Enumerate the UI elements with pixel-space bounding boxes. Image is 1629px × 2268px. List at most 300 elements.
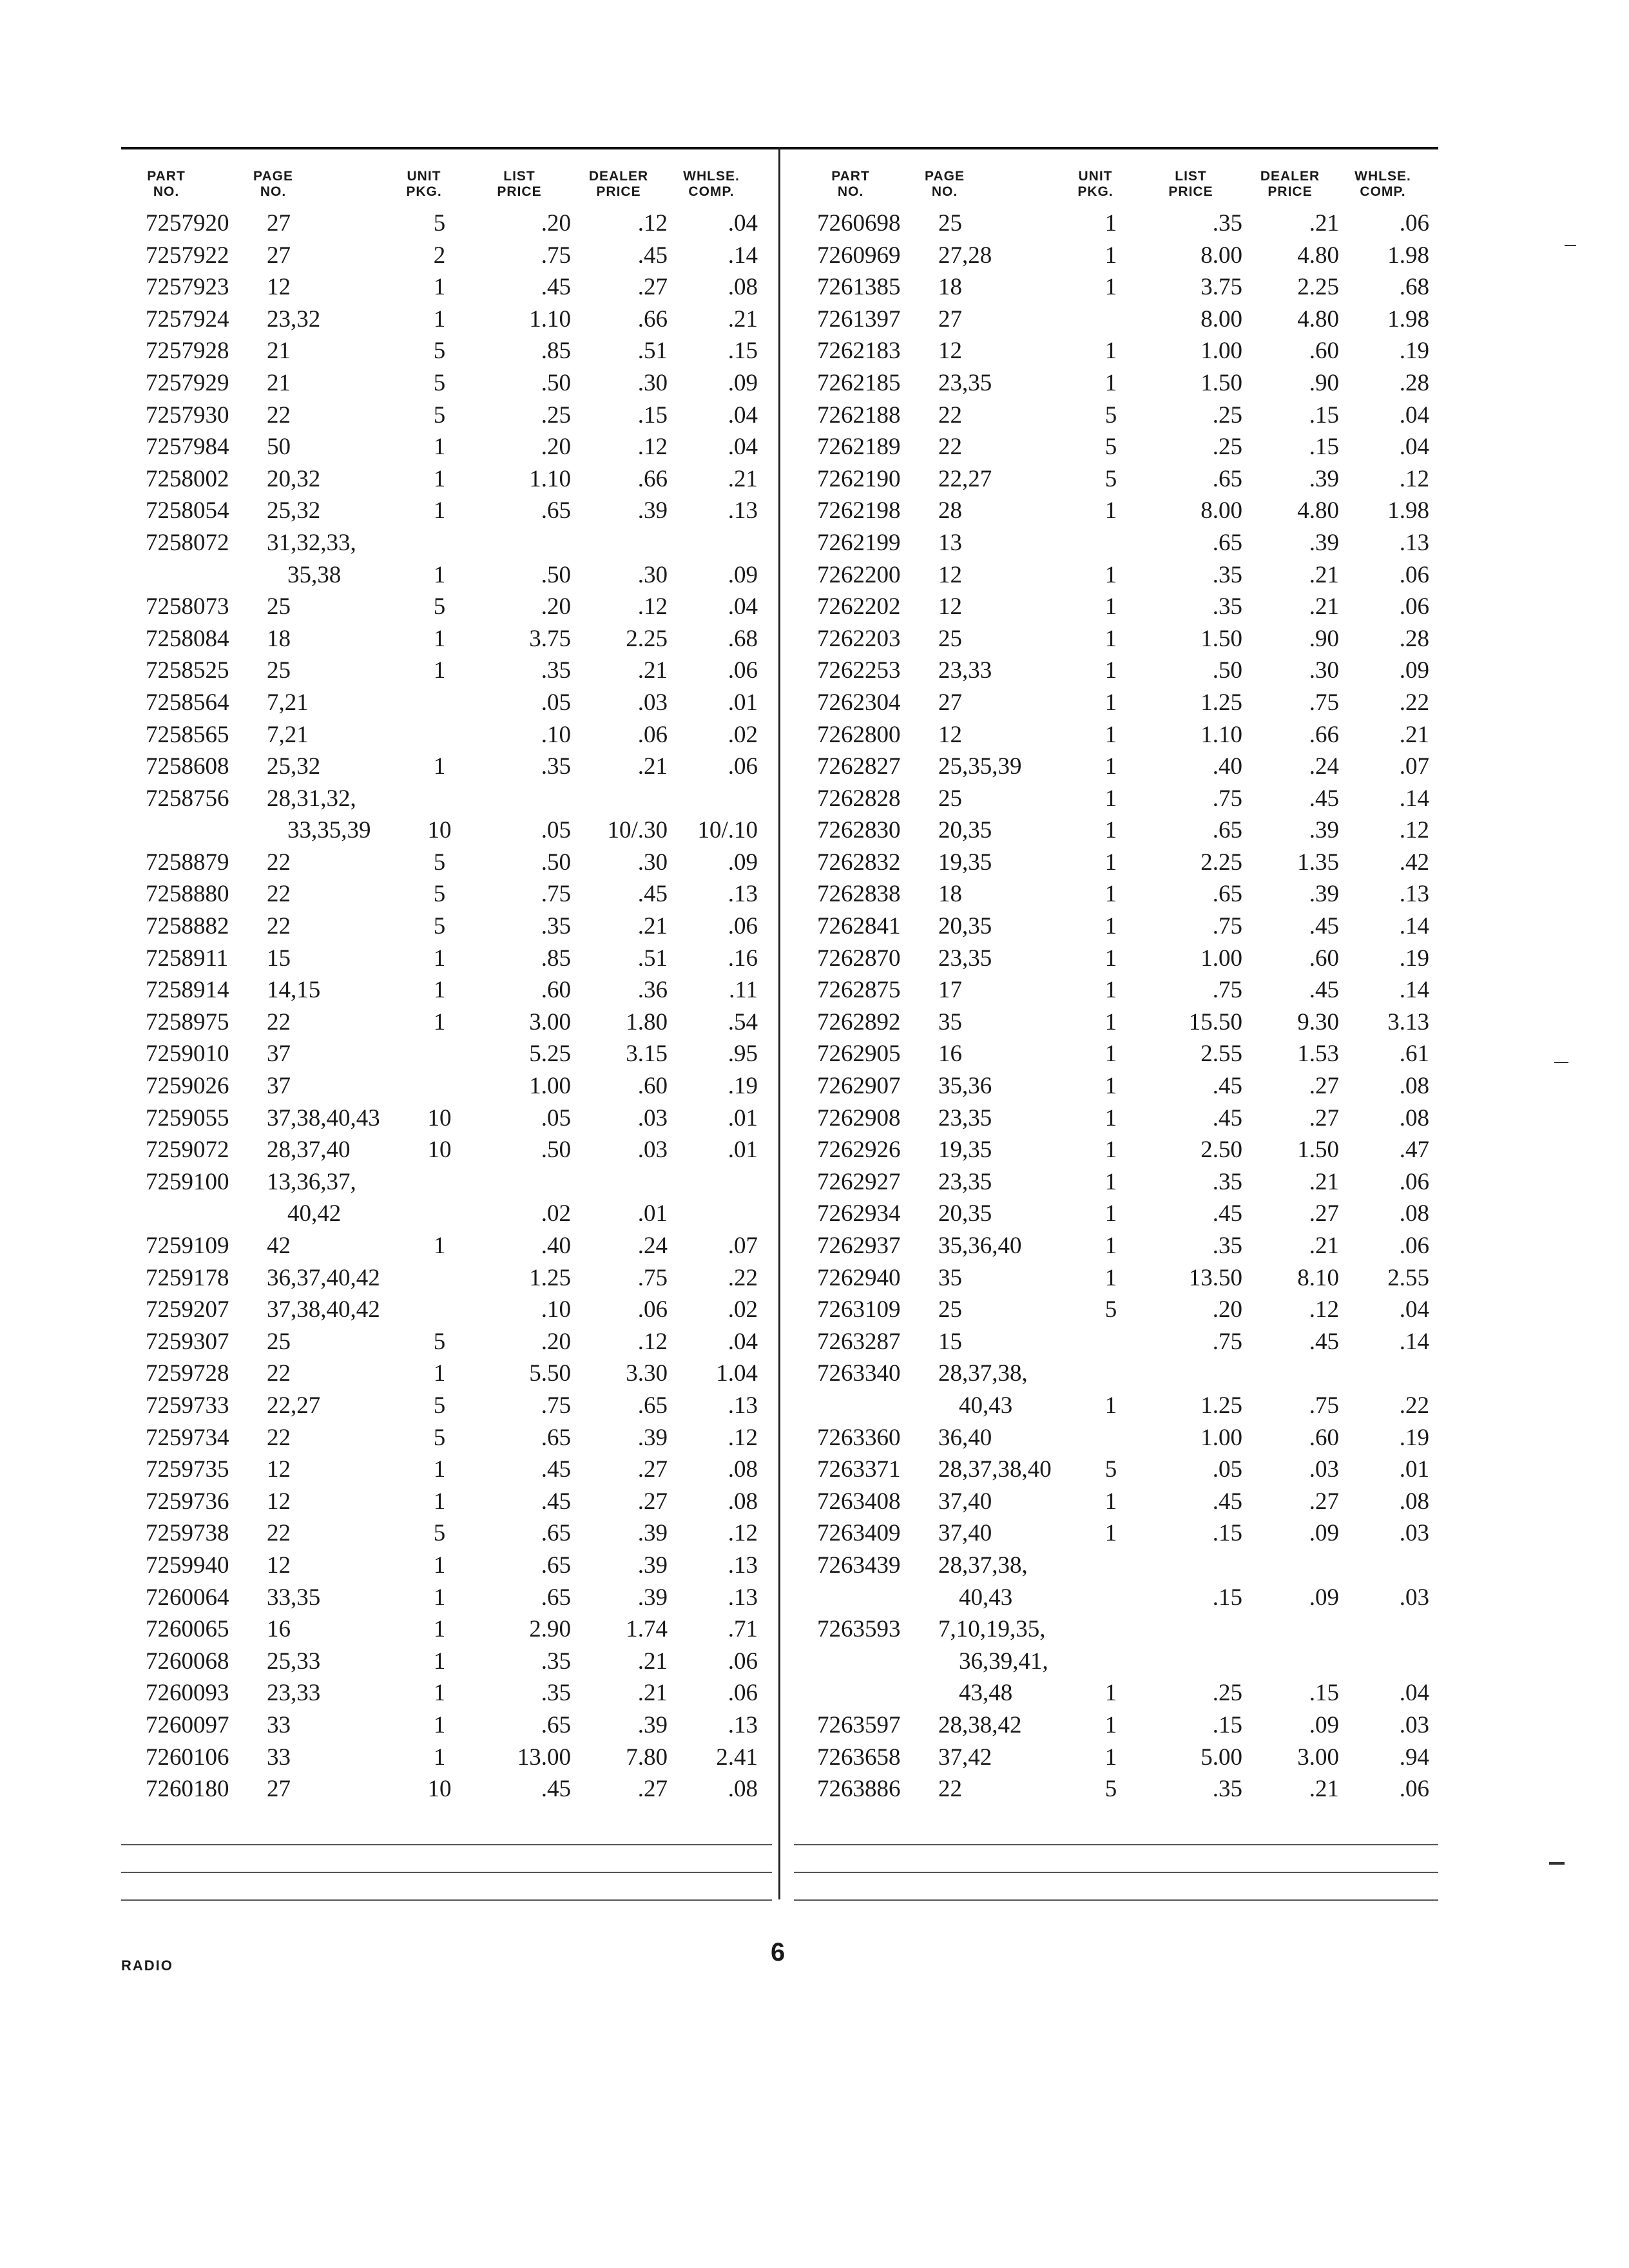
table-row bbox=[126, 623, 771, 655]
list-price: 13.00 bbox=[517, 1744, 571, 1771]
page-numbers: 28,37,38, bbox=[938, 1552, 1028, 1579]
page-numbers: 17 bbox=[938, 977, 962, 1004]
part-number: 7262841 bbox=[817, 913, 901, 940]
unit-package: 1 bbox=[1104, 753, 1117, 780]
list-price: .25 bbox=[1212, 434, 1242, 461]
table-row bbox=[126, 1230, 771, 1262]
list-price: .35 bbox=[541, 913, 571, 940]
table-row bbox=[798, 1326, 1442, 1358]
table-row bbox=[798, 207, 1442, 240]
wholesale-comp: .04 bbox=[728, 401, 758, 428]
unit-package: 1 bbox=[433, 1648, 446, 1675]
dealer-price: 3.00 bbox=[1297, 1744, 1339, 1771]
header-page-no: PAGE NO. bbox=[925, 169, 965, 199]
table-row bbox=[798, 1262, 1442, 1294]
page-numbers: 37,42 bbox=[938, 1744, 992, 1771]
unit-package: 1 bbox=[433, 274, 446, 301]
page-numbers: 25 bbox=[938, 1296, 962, 1323]
page-numbers: 31,32,33, bbox=[267, 529, 356, 556]
dealer-price: .21 bbox=[1309, 1776, 1339, 1803]
page-numbers: 36,37,40,42 bbox=[267, 1264, 380, 1291]
wholesale-comp: .21 bbox=[1399, 721, 1429, 748]
wholesale-comp: .21 bbox=[728, 465, 758, 492]
list-price: .45 bbox=[541, 1776, 571, 1803]
wholesale-comp: .71 bbox=[728, 1616, 758, 1643]
wholesale-comp: 2.55 bbox=[1387, 1264, 1429, 1291]
page-numbers: 16 bbox=[938, 1041, 962, 1068]
unit-package: 1 bbox=[1104, 977, 1117, 1004]
dealer-price: 9.30 bbox=[1297, 1008, 1339, 1035]
unit-package: 5 bbox=[1104, 465, 1117, 492]
wholesale-comp: .13 bbox=[728, 497, 758, 524]
dealer-price: .12 bbox=[637, 593, 668, 620]
list-price: .35 bbox=[1212, 593, 1242, 620]
table-row bbox=[798, 1102, 1442, 1135]
list-price: .75 bbox=[1212, 913, 1242, 940]
table-row bbox=[126, 943, 771, 975]
list-price: 1.00 bbox=[1200, 338, 1242, 365]
unit-package: 10 bbox=[427, 1104, 452, 1131]
wholesale-comp: .94 bbox=[1399, 1744, 1429, 1771]
dealer-price: .27 bbox=[1309, 1200, 1339, 1227]
dealer-price: 1.35 bbox=[1297, 849, 1339, 876]
dealer-price: .15 bbox=[1309, 1680, 1339, 1707]
dealer-price: .27 bbox=[1309, 1073, 1339, 1100]
table-row bbox=[798, 687, 1442, 719]
unit-package: 1 bbox=[1104, 338, 1117, 365]
part-number: 7258882 bbox=[146, 913, 229, 940]
wholesale-comp: .08 bbox=[728, 1776, 758, 1803]
wholesale-comp: .03 bbox=[1399, 1711, 1429, 1738]
list-price: .75 bbox=[1212, 977, 1242, 1004]
page-numbers: 12 bbox=[938, 721, 962, 748]
part-number: 7258911 bbox=[146, 945, 229, 972]
part-number: 7262199 bbox=[817, 529, 901, 556]
list-price: .05 bbox=[541, 689, 571, 716]
wholesale-comp: .03 bbox=[1399, 1520, 1429, 1547]
part-number: 7263409 bbox=[817, 1520, 901, 1547]
table-row bbox=[798, 655, 1442, 687]
list-price: .15 bbox=[1212, 1520, 1242, 1547]
table-row bbox=[798, 1582, 1442, 1614]
wholesale-comp: .04 bbox=[1399, 401, 1429, 428]
dealer-price: .21 bbox=[637, 753, 668, 780]
page-numbers: 27 bbox=[267, 210, 291, 236]
scan-mark bbox=[1565, 245, 1576, 246]
unit-package: 1 bbox=[1104, 1680, 1117, 1707]
part-number: 7259738 bbox=[146, 1520, 229, 1547]
table-row bbox=[798, 1773, 1442, 1805]
wholesale-comp: .09 bbox=[728, 561, 758, 588]
part-number: 7260097 bbox=[146, 1711, 229, 1738]
dealer-price: .45 bbox=[1309, 977, 1339, 1004]
part-number: 7263408 bbox=[817, 1488, 901, 1515]
table-row bbox=[126, 399, 771, 432]
part-number: 7259178 bbox=[146, 1264, 229, 1291]
table-row bbox=[126, 1198, 771, 1230]
list-price: .35 bbox=[1212, 561, 1242, 588]
unit-package: 1 bbox=[1104, 1104, 1117, 1131]
dealer-price: .21 bbox=[1309, 593, 1339, 620]
unit-package: 1 bbox=[1104, 242, 1117, 269]
table-row bbox=[798, 335, 1442, 367]
table-row bbox=[798, 1422, 1442, 1454]
dealer-price: .03 bbox=[637, 689, 668, 716]
wholesale-comp: .06 bbox=[728, 1648, 758, 1675]
list-price: 5.50 bbox=[529, 1360, 571, 1387]
list-price: 1.50 bbox=[1200, 625, 1242, 652]
dealer-price: .39 bbox=[1309, 817, 1339, 844]
list-price: 1.00 bbox=[1200, 1424, 1242, 1451]
unit-package: 1 bbox=[1104, 881, 1117, 908]
dealer-price: 1.80 bbox=[626, 1008, 668, 1035]
part-number: 7260093 bbox=[146, 1680, 229, 1707]
page-numbers: 22 bbox=[267, 913, 291, 940]
right-table-header bbox=[798, 149, 1442, 201]
list-price: .65 bbox=[1212, 817, 1242, 844]
list-price: .20 bbox=[1212, 1296, 1242, 1323]
list-price: 1.25 bbox=[529, 1264, 571, 1291]
unit-package: 5 bbox=[433, 849, 446, 876]
page-numbers: 37 bbox=[267, 1041, 291, 1068]
page-numbers: 33,35 bbox=[267, 1584, 321, 1611]
page-numbers: 22 bbox=[267, 1360, 291, 1387]
wholesale-comp: .12 bbox=[728, 1424, 758, 1451]
table-row bbox=[126, 1517, 771, 1550]
unit-package: 5 bbox=[433, 369, 446, 396]
part-number: 7263658 bbox=[817, 1744, 901, 1771]
page-numbers: 50 bbox=[267, 434, 291, 461]
page-numbers: 23,35 bbox=[938, 945, 992, 972]
dealer-price: .21 bbox=[1309, 561, 1339, 588]
unit-package: 1 bbox=[433, 625, 446, 652]
column-divider bbox=[778, 147, 780, 1899]
page-numbers: 35 bbox=[938, 1264, 962, 1291]
unit-package: 1 bbox=[1104, 1233, 1117, 1259]
dealer-price: .27 bbox=[637, 274, 668, 301]
page-numbers: 35 bbox=[938, 1008, 962, 1035]
wholesale-comp: .08 bbox=[1399, 1200, 1429, 1227]
wholesale-comp: .06 bbox=[728, 913, 758, 940]
page-numbers: 22 bbox=[938, 1776, 962, 1803]
unit-package: 1 bbox=[1104, 1041, 1117, 1068]
part-number: 7260969 bbox=[817, 242, 901, 269]
page-numbers: 28,38,42 bbox=[938, 1711, 1022, 1738]
table-row bbox=[798, 1070, 1442, 1102]
unit-package: 1 bbox=[433, 1744, 446, 1771]
left-table-header bbox=[126, 149, 771, 201]
wholesale-comp: .14 bbox=[728, 242, 758, 269]
list-price: .50 bbox=[541, 849, 571, 876]
part-number: 7259072 bbox=[146, 1137, 229, 1164]
list-price: .20 bbox=[541, 210, 571, 236]
dealer-price: .09 bbox=[1309, 1711, 1339, 1738]
table-row bbox=[798, 974, 1442, 1006]
table-row bbox=[126, 367, 771, 399]
unit-package: 1 bbox=[1104, 1168, 1117, 1195]
dealer-price: .12 bbox=[637, 1328, 668, 1355]
header-part-no: PART NO. bbox=[831, 169, 870, 199]
page-numbers: 22 bbox=[267, 1008, 291, 1035]
part-number: 7263886 bbox=[817, 1776, 901, 1803]
table-row bbox=[798, 878, 1442, 910]
page-numbers: 25,33 bbox=[267, 1648, 321, 1675]
page-numbers: 42 bbox=[267, 1233, 291, 1259]
dealer-price: .75 bbox=[637, 1264, 668, 1291]
list-price: .50 bbox=[541, 369, 571, 396]
page-numbers: 20,35 bbox=[938, 1200, 992, 1227]
table-row bbox=[126, 271, 771, 303]
list-price: .20 bbox=[541, 1328, 571, 1355]
list-price: 1.10 bbox=[529, 305, 571, 332]
unit-package: 1 bbox=[433, 1456, 446, 1483]
dealer-price: 7.80 bbox=[626, 1744, 668, 1771]
list-price: .45 bbox=[541, 1456, 571, 1483]
list-price: .35 bbox=[541, 753, 571, 780]
wholesale-comp: .14 bbox=[1399, 785, 1429, 812]
dealer-price: .01 bbox=[637, 1200, 668, 1227]
dealer-price: 4.80 bbox=[1297, 497, 1339, 524]
list-price: 13.50 bbox=[1188, 1264, 1242, 1291]
list-price: .75 bbox=[541, 242, 571, 269]
dealer-price: .24 bbox=[1309, 753, 1339, 780]
wholesale-comp: .08 bbox=[1399, 1104, 1429, 1131]
part-number: 7262832 bbox=[817, 849, 901, 876]
list-price: .65 bbox=[541, 497, 571, 524]
wholesale-comp: .08 bbox=[1399, 1488, 1429, 1515]
wholesale-comp: 1.98 bbox=[1387, 242, 1429, 269]
page-numbers: 27 bbox=[938, 689, 962, 716]
part-number: 7260180 bbox=[146, 1776, 229, 1803]
page-numbers: 12 bbox=[267, 1552, 291, 1579]
scan-mark bbox=[1549, 1862, 1565, 1865]
wholesale-comp: .06 bbox=[728, 753, 758, 780]
part-number: 7259010 bbox=[146, 1041, 229, 1068]
page-number: 6 bbox=[771, 1938, 786, 1966]
wholesale-comp: .06 bbox=[1399, 561, 1429, 588]
part-number: 7260064 bbox=[146, 1584, 229, 1611]
page-numbers: 36,40 bbox=[938, 1424, 992, 1451]
list-price: .65 bbox=[541, 1552, 571, 1579]
header-whlse-comp: WHLSE. COMP. bbox=[1354, 169, 1411, 199]
wholesale-comp: .28 bbox=[1399, 369, 1429, 396]
unit-package: 1 bbox=[1104, 817, 1117, 844]
part-number: 7262203 bbox=[817, 625, 901, 652]
wholesale-comp: .14 bbox=[1399, 913, 1429, 940]
unit-package: 1 bbox=[1104, 561, 1117, 588]
part-number: 7259026 bbox=[146, 1073, 229, 1100]
wholesale-comp: .19 bbox=[1399, 338, 1429, 365]
dealer-price: .27 bbox=[1309, 1488, 1339, 1515]
page-numbers: 22 bbox=[267, 401, 291, 428]
list-price: .45 bbox=[1212, 1073, 1242, 1100]
part-number: 7258002 bbox=[146, 465, 229, 492]
table-row bbox=[126, 878, 771, 910]
list-price: 3.00 bbox=[529, 1008, 571, 1035]
table-row bbox=[126, 814, 771, 847]
dealer-price: .39 bbox=[637, 1711, 668, 1738]
wholesale-comp: 3.13 bbox=[1387, 1008, 1429, 1035]
list-price: 2.25 bbox=[1200, 849, 1242, 876]
table-row bbox=[798, 1134, 1442, 1166]
page-numbers: 40,43 bbox=[959, 1584, 1013, 1611]
list-price: .20 bbox=[541, 434, 571, 461]
wholesale-comp: .54 bbox=[728, 1008, 758, 1035]
table-row bbox=[126, 1038, 771, 1070]
dealer-price: .60 bbox=[637, 1073, 668, 1100]
left-table-body bbox=[126, 207, 771, 1805]
dealer-price: 4.80 bbox=[1297, 305, 1339, 332]
dealer-price: 3.30 bbox=[626, 1360, 668, 1387]
unit-package: 5 bbox=[433, 1520, 446, 1547]
part-number: 7263597 bbox=[817, 1711, 901, 1738]
unit-package: 5 bbox=[433, 1328, 446, 1355]
list-price: 1.00 bbox=[1200, 945, 1242, 972]
dealer-price: .39 bbox=[1309, 881, 1339, 908]
part-number: 7262892 bbox=[817, 1008, 901, 1035]
table-row bbox=[126, 1294, 771, 1326]
right-table-body bbox=[798, 207, 1442, 1805]
part-number: 7262188 bbox=[817, 401, 901, 428]
unit-package: 1 bbox=[433, 305, 446, 332]
wholesale-comp: .47 bbox=[1399, 1137, 1429, 1164]
part-number: 7259940 bbox=[146, 1552, 229, 1579]
table-row bbox=[798, 719, 1442, 751]
unit-package: 1 bbox=[1104, 1392, 1117, 1419]
wholesale-comp: .08 bbox=[728, 274, 758, 301]
part-number: 7261385 bbox=[817, 274, 901, 301]
part-number: 7257929 bbox=[146, 369, 229, 396]
page-numbers: 40,42 bbox=[287, 1200, 342, 1227]
page-numbers: 33 bbox=[267, 1711, 291, 1738]
page-numbers: 22,27 bbox=[938, 465, 992, 492]
unit-package: 1 bbox=[1104, 1137, 1117, 1164]
list-price: .75 bbox=[1212, 1328, 1242, 1355]
table-row bbox=[798, 399, 1442, 432]
wholesale-comp: .03 bbox=[1399, 1584, 1429, 1611]
wholesale-comp: .06 bbox=[1399, 1776, 1429, 1803]
page-numbers: 12 bbox=[267, 1488, 291, 1515]
part-number: 7259733 bbox=[146, 1392, 229, 1419]
table-row bbox=[798, 1454, 1442, 1486]
header-unit-pkg: UNIT PKG. bbox=[406, 169, 442, 199]
dealer-price: .27 bbox=[1309, 1104, 1339, 1131]
list-price: 15.50 bbox=[1188, 1008, 1242, 1035]
page-numbers: 27 bbox=[267, 242, 291, 269]
part-number: 7262198 bbox=[817, 497, 901, 524]
table-row bbox=[126, 1486, 771, 1518]
page-numbers: 37,40 bbox=[938, 1488, 992, 1515]
unit-package: 1 bbox=[1104, 913, 1117, 940]
unit-package: 1 bbox=[1104, 497, 1117, 524]
page-numbers: 28,31,32, bbox=[267, 785, 356, 812]
table-row bbox=[126, 1102, 771, 1135]
dealer-price: 1.50 bbox=[1297, 1137, 1339, 1164]
wholesale-comp: .22 bbox=[1399, 689, 1429, 716]
dealer-price: .39 bbox=[637, 1584, 668, 1611]
unit-package: 1 bbox=[433, 1584, 446, 1611]
part-number: 7258879 bbox=[146, 849, 229, 876]
wholesale-comp: .16 bbox=[728, 945, 758, 972]
dealer-price: .90 bbox=[1309, 369, 1339, 396]
part-number: 7262926 bbox=[817, 1137, 901, 1164]
unit-package: 1 bbox=[1104, 369, 1117, 396]
wholesale-comp: .19 bbox=[728, 1073, 758, 1100]
table-row bbox=[798, 814, 1442, 847]
page-numbers: 28 bbox=[938, 497, 962, 524]
page-numbers: 40,43 bbox=[959, 1392, 1013, 1419]
page-numbers: 23,35 bbox=[938, 1104, 992, 1131]
list-price: .10 bbox=[541, 721, 571, 748]
wholesale-comp: .01 bbox=[728, 1104, 758, 1131]
footer-rule bbox=[794, 1899, 1438, 1901]
footer-rule bbox=[794, 1844, 1438, 1845]
scan-mark bbox=[1554, 1062, 1568, 1063]
dealer-price: 1.53 bbox=[1297, 1041, 1339, 1068]
page-numbers: 20,32 bbox=[267, 465, 321, 492]
table-row bbox=[126, 1134, 771, 1166]
part-number: 7260068 bbox=[146, 1648, 229, 1675]
table-row bbox=[798, 495, 1442, 527]
table-row bbox=[798, 1166, 1442, 1198]
list-price: 1.25 bbox=[1200, 689, 1242, 716]
page-numbers: 19,35 bbox=[938, 1137, 992, 1164]
list-price: .35 bbox=[541, 1680, 571, 1707]
page-numbers: 43,48 bbox=[959, 1680, 1013, 1707]
page-numbers: 23,33 bbox=[938, 657, 992, 684]
table-row bbox=[126, 1582, 771, 1614]
wholesale-comp: .12 bbox=[1399, 465, 1429, 492]
list-price: .65 bbox=[1212, 881, 1242, 908]
wholesale-comp: .15 bbox=[728, 338, 758, 365]
part-number: 7260106 bbox=[146, 1744, 229, 1771]
part-number: 7259735 bbox=[146, 1456, 229, 1483]
list-price: 5.25 bbox=[529, 1041, 571, 1068]
dealer-price: .45 bbox=[1309, 1328, 1339, 1355]
part-number: 7257928 bbox=[146, 338, 229, 365]
wholesale-comp: .12 bbox=[728, 1520, 758, 1547]
wholesale-comp: .08 bbox=[1399, 1073, 1429, 1100]
dealer-price: .15 bbox=[1309, 434, 1339, 461]
part-number: 7261397 bbox=[817, 305, 901, 332]
wholesale-comp: .04 bbox=[728, 210, 758, 236]
list-price: 2.50 bbox=[1200, 1137, 1242, 1164]
footer-rule bbox=[121, 1899, 772, 1901]
wholesale-comp: .09 bbox=[1399, 657, 1429, 684]
unit-package: 1 bbox=[433, 1680, 446, 1707]
table-row bbox=[798, 1646, 1442, 1678]
table-row bbox=[126, 527, 771, 559]
dealer-price: .21 bbox=[637, 913, 668, 940]
table-row bbox=[798, 943, 1442, 975]
list-price: .10 bbox=[541, 1296, 571, 1323]
part-number: 7262183 bbox=[817, 338, 901, 365]
list-price: .45 bbox=[1212, 1200, 1242, 1227]
part-number: 7262185 bbox=[817, 369, 901, 396]
unit-package: 1 bbox=[1104, 1744, 1117, 1771]
table-row bbox=[126, 1454, 771, 1486]
table-row bbox=[126, 1262, 771, 1294]
unit-package: 1 bbox=[433, 1616, 446, 1643]
page-numbers: 15 bbox=[267, 945, 291, 972]
part-number: 7262838 bbox=[817, 881, 901, 908]
page-numbers: 7,21 bbox=[267, 689, 309, 716]
table-row bbox=[126, 335, 771, 367]
table-row bbox=[126, 1358, 771, 1390]
list-price: .65 bbox=[1212, 529, 1242, 556]
unit-package: 10 bbox=[427, 817, 452, 844]
unit-package: 1 bbox=[1104, 274, 1117, 301]
